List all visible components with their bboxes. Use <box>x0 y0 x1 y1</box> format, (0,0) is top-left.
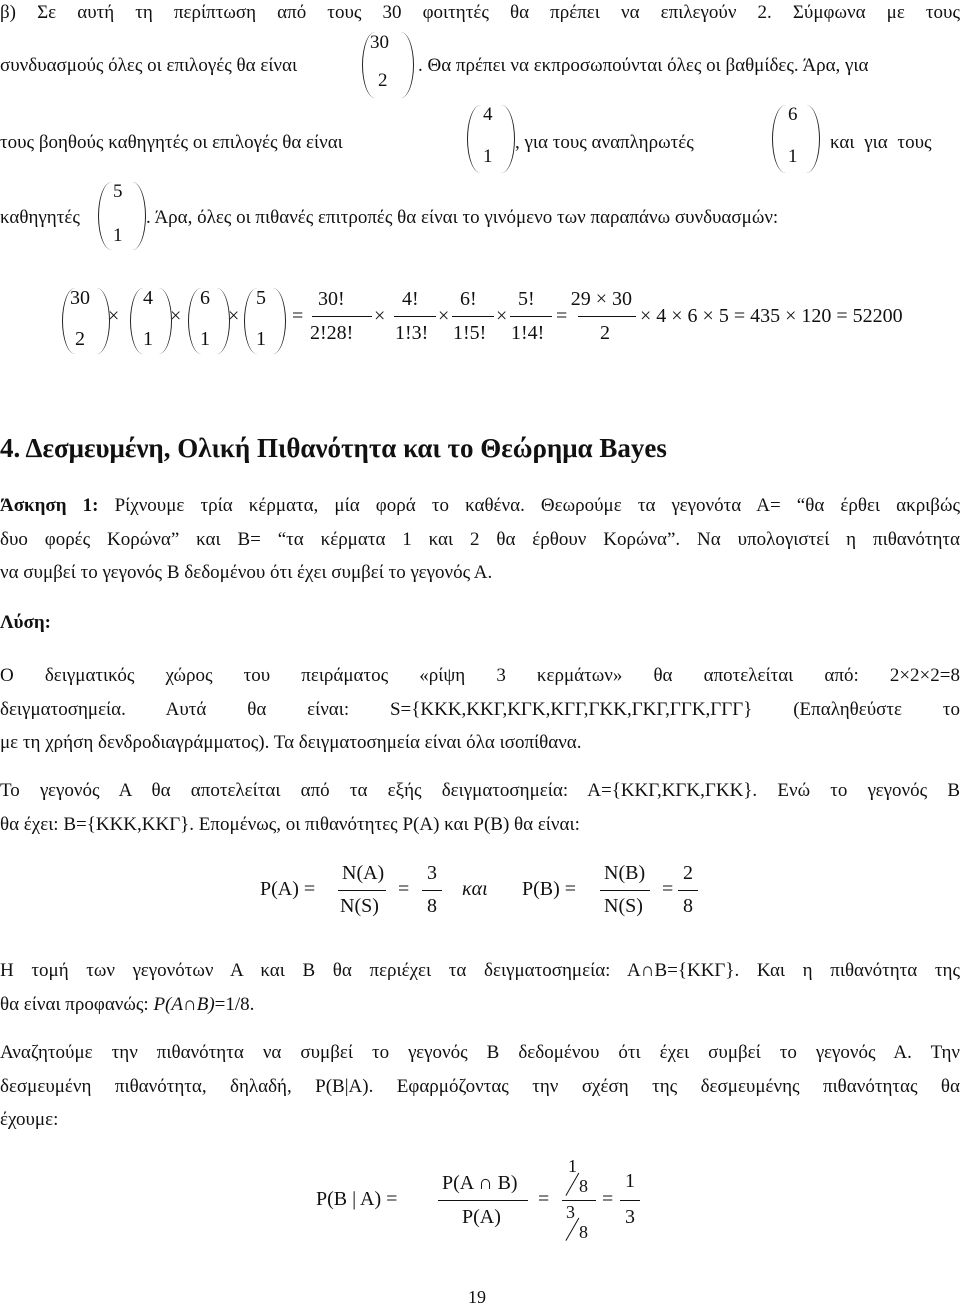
text-fragment: καθηγητές <box>0 207 80 228</box>
text-line: έχουμε: <box>0 1109 59 1130</box>
exercise-line-1 <box>0 495 960 517</box>
text-line: με τη χρήση δενδροδιαγράμματος). Τα δειγματοσημεία είναι όλα ισοπίθανα. <box>0 732 582 753</box>
text-line: Ο δειγματικός χώρος του πειράματος «ρίψη 3 κερμάτων» θα αποτελείται από: 2×2×2=8 <box>0 665 960 686</box>
text-fragment: , για τους αναπληρωτές <box>515 132 694 153</box>
text-fragment: συνδυασμούς όλες οι επιλογές θα είναι <box>0 55 298 76</box>
text-line: Η τομή των γεγονότων Α και Β θα περιέχει τα δειγματοσημεία: Α∩Β={ΚΚΓ}. Και η πιθανότητα της <box>0 960 960 981</box>
exercise-label: Άσκηση 1: <box>0 495 99 516</box>
text-line: δειγματοσημεία. Αυτά θα είναι: S={ΚΚΚ,ΚΚΓ,ΚΓΚ,ΚΓΓ,ΓΚΚ,ΓΚΓ,ΓΓΚ,ΓΓΓ} (Επαληθεύστε το <box>0 699 960 720</box>
solution-label: Λύση: <box>0 612 51 633</box>
text-fragment: . Άρα, όλες οι πιθανές επιτροπές θα είναι το γινόμενο των παραπάνω συνδυασμών: <box>146 207 779 228</box>
text-line: Το γεγονός Α θα αποτελείται από τα εξής δειγματοσημεία: Α={ΚΚΓ,ΚΓΚ,ΓΚΚ}. Ενώ το γεγονός Β <box>0 780 960 801</box>
text-line: θα έχει: Β={ΚΚΚ,ΚΚΓ}. Επομένως, οι πιθανότητες P(A) και P(B) θα είναι: <box>0 814 580 835</box>
text-fragment: τους βοηθούς καθηγητές οι επιλογές θα είναι <box>0 132 343 153</box>
page-number: 19 <box>468 1287 486 1307</box>
text-line: β) Σε αυτή τη περίπτωση από τους 30 φοιτητές θα πρέπει να επιλεγούν 2. Σύμφωνα με τους <box>0 2 960 23</box>
text-line: θα είναι προφανώς: P(A∩B)=1/8. <box>0 994 255 1015</box>
text-fragment: και για τους <box>830 132 932 153</box>
text-line: δεσμευμένη πιθανότητα, δηλαδή, P(B|A). Εφαρμόζοντας την σχέση της δεσμευμένης πιθανότητας θα <box>0 1076 960 1097</box>
text-fragment: . Θα πρέπει να εκπροσωπούνται όλες οι βαθμίδες. Άρα, για <box>418 55 869 76</box>
section-heading: 4. Δεσμευμένη, Ολική Πιθανότητα και το Θεώρημα Bayes <box>0 433 667 463</box>
exercise-line-3: να συμβεί το γεγονός Β δεδομένου ότι έχει συμβεί το γεγονός Α. <box>0 562 493 583</box>
text-line: Αναζητούμε την πιθανότητα να συμβεί το γεγονός Β δεδομένου ότι έχει συμβεί το γεγονός Α. Την <box>0 1042 960 1063</box>
exercise-line-2: δυο φορές Κορώνα” και Β= “τα κέρματα 1 και 2 θα έρθουν Κορώνα”. Να υπολογιστεί η πιθανότητα <box>0 529 960 550</box>
exercise-text: Ρίχνουμε τρία κέρματα, μία φορά το καθένα. Θεωρούμε τα γεγονότα Α= “θα έρθει ακριβώς <box>98 495 960 516</box>
